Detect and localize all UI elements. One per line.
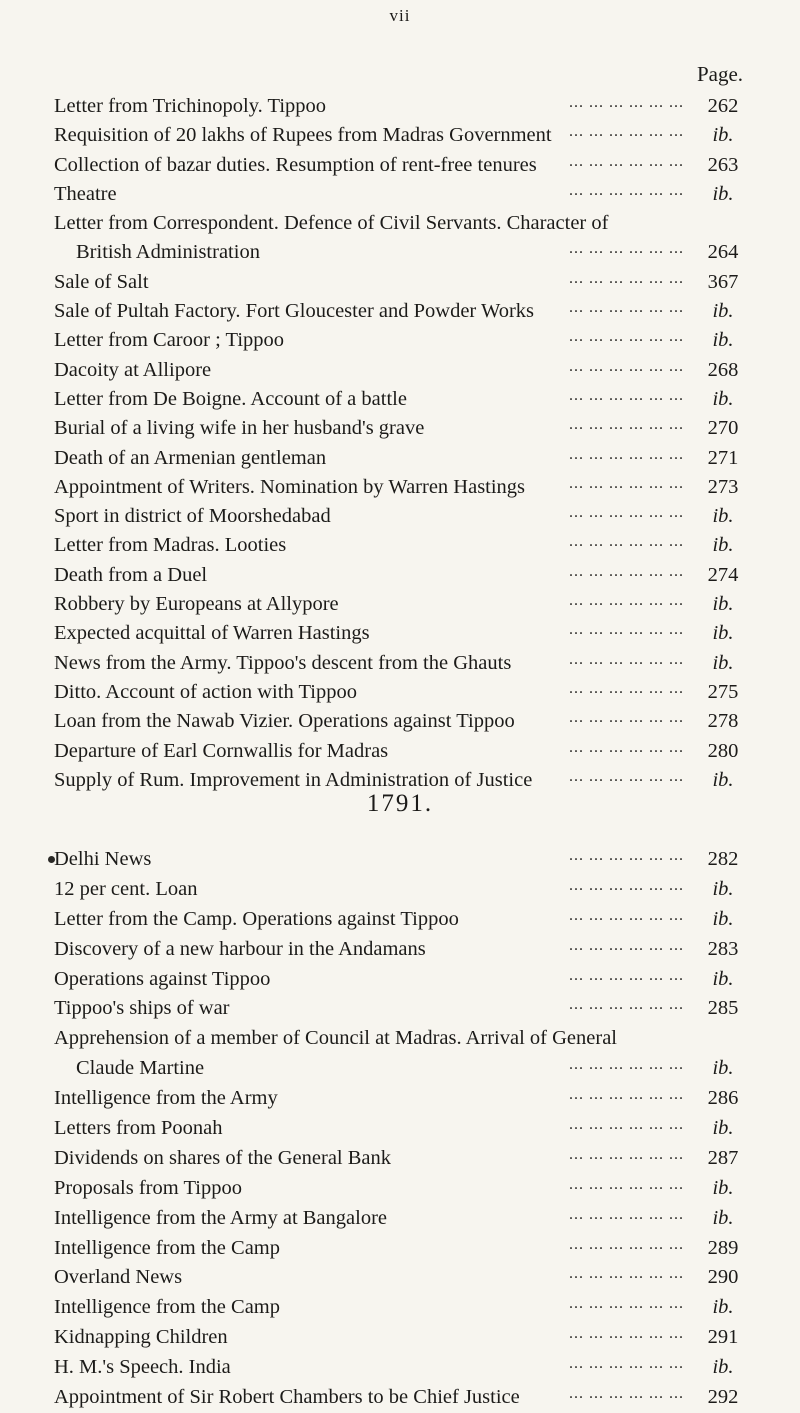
- leader-dots: ... ... ... ... ... ...: [569, 996, 684, 1014]
- entry-title: Sport in district of Moorshedabad: [54, 505, 331, 528]
- leader-dots: ... ... ... ... ... ...: [569, 709, 684, 727]
- entry-title: Kidnapping Children: [54, 1326, 228, 1349]
- entry-title: Sale of Salt: [54, 270, 149, 293]
- leader-dots: ... ... ... ... ... ...: [569, 936, 684, 954]
- entry-page: ib.: [712, 877, 734, 900]
- leader-dots: ... ... ... ... ... ...: [569, 181, 684, 199]
- entry-page: 292: [707, 1386, 739, 1409]
- entry-title: Ditto. Account of action with Tippoo: [54, 680, 357, 703]
- entry-page: ib.: [712, 768, 734, 791]
- entry-title: Appointment of Writers. Nomination by Warren Hastings: [54, 475, 526, 498]
- entry-page: ib.: [712, 1176, 734, 1199]
- entry-title: Discovery of a new harbour in the Andamans: [54, 937, 426, 960]
- entry-page: 274: [707, 563, 739, 586]
- leader-dots: ... ... ... ... ... ...: [569, 1145, 684, 1163]
- entry-page: 271: [707, 446, 739, 469]
- leader-dots: ... ... ... ... ... ...: [569, 906, 684, 924]
- entry-page: 280: [707, 739, 739, 762]
- entry-page: 290: [707, 1266, 739, 1289]
- entry-page: ib.: [712, 534, 734, 557]
- entry-page: ib.: [712, 387, 734, 410]
- entry-page: ib.: [712, 1057, 734, 1080]
- entry-title: Loan from the Nawab Vizier. Operations against Tippoo: [54, 710, 515, 733]
- leader-dots: ... ... ... ... ... ...: [569, 269, 684, 287]
- entry-title: Letter from Caroor ; Tippoo: [54, 329, 285, 352]
- leader-dots: ... ... ... ... ... ...: [569, 1205, 684, 1223]
- entry-title: Departure of Earl Cornwallis for Madras: [54, 739, 389, 762]
- entry-title: Sale of Pultah Factory. Fort Gloucester and Powder Works: [54, 300, 535, 323]
- entry-page: ib.: [712, 124, 734, 147]
- entry-page: ib.: [712, 505, 734, 528]
- leader-dots: ... ... ... ... ... ...: [569, 445, 684, 463]
- leader-dots: ... ... ... ... ... ...: [569, 299, 684, 317]
- entry-title: Letter from Trichinopoly. Tippoo: [54, 95, 327, 117]
- entry-page: 263: [707, 153, 739, 176]
- entry-page: 367: [707, 270, 739, 293]
- leader-dots: ... ... ... ... ... ...: [569, 679, 684, 697]
- entry-title: Dacoity at Allipore: [54, 358, 212, 381]
- entry-title: Collection of bazar duties. Resumption of rent-free tenures: [54, 153, 537, 176]
- entry-title: Intelligence from the Camp: [54, 1236, 280, 1259]
- leader-dots: ... ... ... ... ... ...: [569, 876, 684, 894]
- entry-page: 286: [707, 1087, 739, 1110]
- entry-title: Letter from Correspondent. Defence of Civil Servants. Character of: [54, 212, 609, 235]
- entry-title: Overland News: [54, 1266, 183, 1289]
- leader-dots: ... ... ... ... ... ...: [569, 533, 684, 551]
- entry-title: Burial of a living wife in her husband's grave: [54, 417, 425, 440]
- entry-title: Letters from Poonah: [54, 1117, 223, 1140]
- leader-dots: ... ... ... ... ... ...: [569, 1355, 684, 1373]
- entry-title: Claude Martine: [76, 1057, 205, 1080]
- leader-dots: ... ... ... ... ... ...: [569, 416, 684, 434]
- page-column-header: Page.: [696, 62, 744, 86]
- page-number: vii: [389, 6, 411, 25]
- year-heading: 1791.: [366, 790, 434, 817]
- entry-page: ib.: [712, 1117, 734, 1140]
- leader-dots: ... ... ... ... ... ...: [569, 966, 684, 984]
- leader-dots: ... ... ... ... ... ...: [569, 474, 684, 492]
- entry-page: 264: [707, 241, 739, 264]
- entry-page: 291: [707, 1326, 739, 1349]
- leader-dots: ... ... ... ... ... ...: [569, 1056, 684, 1074]
- entry-page: 285: [707, 997, 739, 1020]
- entry-title: Letter from Madras. Looties: [54, 534, 287, 557]
- leader-dots: ... ... ... ... ... ...: [569, 767, 684, 785]
- entry-title: Requisition of 20 lakhs of Rupees from Madras Government: [54, 124, 552, 147]
- entry-page: 262: [707, 95, 739, 117]
- entry-title: Robbery by Europeans at Allypore: [54, 593, 339, 616]
- leader-dots: ... ... ... ... ... ...: [569, 621, 684, 639]
- leader-dots: ... ... ... ... ... ...: [569, 1325, 684, 1343]
- entry-page: ib.: [712, 967, 734, 990]
- leader-dots: ... ... ... ... ... ...: [569, 1235, 684, 1253]
- contents-section-1791: [54, 845, 754, 1413]
- leader-dots: ... ... ... ... ... ...: [569, 152, 684, 170]
- entry-title: Death from a Duel: [54, 563, 208, 586]
- entry-title: 12 per cent. Loan: [54, 877, 198, 900]
- leader-dots: ... ... ... ... ... ...: [569, 240, 684, 258]
- entry-page: ib.: [712, 651, 734, 674]
- entry-title: Apprehension of a member of Council at Madras. Arrival of General: [54, 1027, 617, 1050]
- entry-title: Operations against Tippoo: [54, 967, 271, 990]
- leader-dots: ... ... ... ... ... ...: [569, 738, 684, 756]
- entry-page: ib.: [712, 907, 734, 930]
- entry-page: ib.: [712, 622, 734, 645]
- entry-title: Supply of Rum. Improvement in Administration of Justice: [54, 768, 533, 791]
- entry-page: 273: [707, 475, 739, 498]
- entry-page: ib.: [712, 1356, 734, 1379]
- entry-page: 268: [707, 358, 739, 381]
- leader-dots: ... ... ... ... ... ...: [569, 592, 684, 610]
- entry-title: Letter from De Boigne. Account of a battle: [54, 387, 407, 410]
- leader-dots: ... ... ... ... ... ...: [569, 94, 684, 111]
- entry-page: ib.: [712, 329, 734, 352]
- entry-page: ib.: [712, 1296, 734, 1319]
- contents-section-1790: [54, 92, 754, 795]
- entry-title: Proposals from Tippoo: [54, 1176, 242, 1199]
- leader-dots: ... ... ... ... ... ...: [569, 504, 684, 522]
- leader-dots: ... ... ... ... ... ...: [569, 1086, 684, 1104]
- leader-dots: ... ... ... ... ... ...: [569, 1265, 684, 1283]
- entry-title: Appointment of Sir Robert Chambers to be Chief Justice: [54, 1386, 520, 1409]
- entry-title: Death of an Armenian gentleman: [54, 446, 327, 469]
- leader-dots: ... ... ... ... ... ...: [569, 562, 684, 580]
- entry-title: Intelligence from the Army: [54, 1087, 278, 1110]
- entry-title: Expected acquittal of Warren Hastings: [54, 622, 370, 645]
- leader-dots: ... ... ... ... ... ...: [569, 1175, 684, 1193]
- entry-page: 275: [707, 680, 739, 703]
- entry-title: Intelligence from the Camp: [54, 1296, 280, 1319]
- contents-entry: [54, 180, 754, 209]
- entry-page: 283: [707, 937, 739, 960]
- entry-page: ib.: [712, 182, 734, 205]
- leader-dots: ... ... ... ... ... ...: [569, 328, 684, 346]
- entry-page: 287: [707, 1146, 739, 1169]
- entry-title: British Administration: [76, 241, 260, 264]
- entry-title: Delhi News: [54, 848, 152, 870]
- entry-page: ib.: [712, 593, 734, 616]
- entry-title: Intelligence from the Army at Bangalore: [54, 1206, 388, 1229]
- leader-dots: ... ... ... ... ... ...: [569, 1385, 684, 1403]
- entry-title: Tippoo's ships of war: [54, 997, 230, 1020]
- entry-page: ib.: [712, 300, 734, 323]
- leader-dots: ... ... ... ... ... ...: [569, 386, 684, 404]
- leader-dots: ... ... ... ... ... ...: [569, 847, 684, 864]
- leader-dots: ... ... ... ... ... ...: [569, 650, 684, 668]
- leader-dots: ... ... ... ... ... ...: [569, 357, 684, 375]
- contents-entry: [54, 1383, 754, 1413]
- entry-title: News from the Army. Tippoo's descent from the Ghauts: [54, 651, 512, 674]
- entry-title: Theatre: [54, 182, 117, 205]
- entry-page: 270: [707, 417, 739, 440]
- leader-dots: ... ... ... ... ... ...: [569, 1116, 684, 1134]
- entry-title: Letter from the Camp. Operations against Tippoo: [54, 907, 459, 930]
- leader-dots: ... ... ... ... ... ...: [569, 1295, 684, 1313]
- leader-dots: ... ... ... ... ... ...: [569, 123, 684, 141]
- entry-title: H. M.'s Speech. India: [54, 1356, 231, 1379]
- entry-page: 278: [707, 710, 739, 733]
- contents-entry: [54, 994, 754, 1024]
- entry-page: 282: [707, 848, 739, 870]
- entry-page: 289: [707, 1236, 739, 1259]
- entry-page: ib.: [712, 1206, 734, 1229]
- entry-title: Dividends on shares of the General Bank: [54, 1146, 392, 1169]
